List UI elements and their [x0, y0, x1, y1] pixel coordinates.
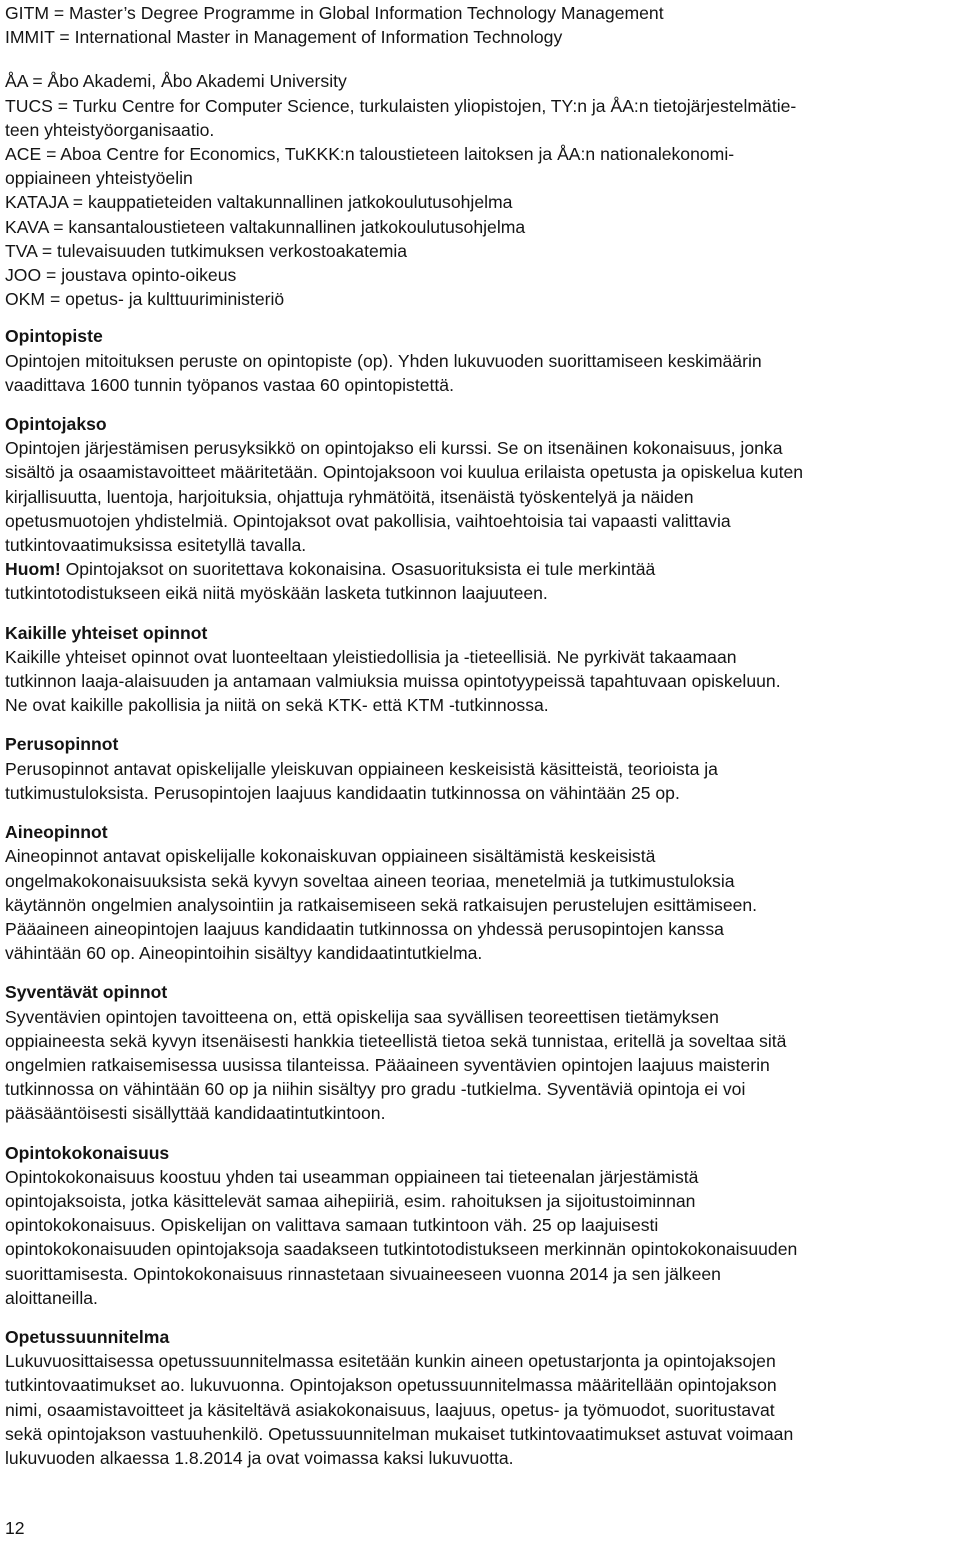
body-line: Perusopinnot antavat opiskelijalle yleiskuvan oppiaineen keskeisistä käsitteistä, teorioista ja	[5, 758, 718, 779]
body-line: tutkinnossa on vähintään 60 op ja niihin sisältyy pro gradu -tutkielma. Syventäviä opintoja ei voi	[5, 1079, 746, 1100]
note-line	[5, 557, 955, 581]
abbreviation-line: OKM = opetus- ja kulttuuriministeriö	[5, 289, 285, 310]
body-line: tutkintovaatimuksissa esitetyllä tavalla.	[5, 535, 307, 556]
body-line: ongelmakokonaisuuksista sekä kyvyn soveltaa aineen teoriaa, menetelmiä ja tutkimustuloksia	[5, 870, 735, 891]
body-line: Lukuvuosittaisessa opetussuunnitelmassa esitetään kunkin aineen opetustarjonta ja opintojaksojen	[5, 1351, 776, 1372]
section-heading: Perusopinnot	[5, 734, 119, 755]
body-line: Syventävien opintojen tavoitteena on, että opiskelija saa syvällisen teoreettisen tietämyksen	[5, 1006, 719, 1027]
section-kaikille-yhteiset	[5, 621, 955, 718]
body-line: käytännön ongelmien analysointiin ja ratkaisemiseen sekä ratkaisujen perustelujen esittämiseen.	[5, 894, 758, 915]
body-line: tutkimustuloksista. Perusopintojen laajuus kandidaatin tutkinnossa on vähintään 25 op.	[5, 782, 680, 803]
body-line: Opintojen mitoituksen peruste on opintopiste (op). Yhden lukuvuoden suorittamiseen keskimäärin	[5, 350, 762, 371]
section-opetussuunnitelma	[5, 1325, 955, 1470]
body-line: oppiaineesta sekä kyvyn itsenäisesti hankkia tieteellistä tietoa sekä tunnistaa, eritellä ja soveltaa sitä	[5, 1030, 787, 1051]
body-line: Kaikille yhteiset opinnot ovat luonteeltaan yleistiedollisia ja -tieteellisiä. Ne pyrkivät takaamaan	[5, 646, 737, 667]
body-line: opintokokonaisuuden opintojaksoja saadakseen tutkintotodistukseen merkinnän opintokokonaisuuden	[5, 1239, 798, 1260]
note-line: tutkintotodistukseen eikä niitä myöskään lasketa tutkinnon laajuuteen.	[5, 583, 548, 604]
section-heading: Aineopinnot	[5, 822, 108, 843]
body-line: sisältö ja osaamistavoitteet määritetään. Opintojaksoon voi kuulua erilaista opetusta ja opiskelua kuten	[5, 462, 804, 483]
abbreviation-line: ACE = Aboa Centre for Economics, TuKKK:n taloustieteen laitoksen ja ÅA:n nationalekonomi-	[5, 144, 735, 165]
abbreviation-line: IMMIT = International Master in Management of Information Technology	[5, 27, 563, 48]
body-line: aloittaneilla.	[5, 1287, 98, 1308]
abbreviation-line: GITM = Master’s Degree Programme in Global Information Technology Management	[5, 3, 664, 23]
body-line: nimi, osaamistavoitteet ja käsiteltävä asiakokonaisuus, laajuus, opetus- ja työmuodot, suoritustavat	[5, 1399, 775, 1420]
note-text: Opintojaksot on suoritettava kokonaisina. Osasuorituksista ei tule merkintää	[60, 559, 656, 580]
section-opintojakso	[5, 412, 955, 606]
body-line: opintokokonaisuus. Opiskelijan on valittava samaan tutkintoon väh. 25 op laajuisesti	[5, 1215, 659, 1236]
body-line: vähintään 60 op. Aineopintoihin sisältyy kandidaatintutkielma.	[5, 943, 483, 964]
body-line: opintojaksoista, jotka käsittelevät samaa aihepiiriä, esim. rahoituksen ja sijoitustoiminnan	[5, 1190, 696, 1211]
body-line: tutkintovaatimukset ao. lukuvuonna. Opintojakson opetussuunnitelmassa määritellään opintojakson	[5, 1375, 777, 1396]
section-heading: Opintokokonaisuus	[5, 1142, 170, 1163]
section-heading: Syventävät opinnot	[5, 982, 168, 1003]
body-line: Aineopinnot antavat opiskelijalle kokonaiskuvan oppiaineen sisältämistä keskeisistä	[5, 846, 656, 867]
body-line: lukuvuoden alkaessa 1.8.2014 ja ovat voimassa kaksi lukuvuotta.	[5, 1447, 514, 1468]
abbreviation-line: TUCS = Turku Centre for Computer Science, turkulaisten yliopistojen, TY:n ja ÅA:n tietojärjestelmätie-	[5, 95, 797, 116]
section-heading: Opetussuunnitelma	[5, 1326, 170, 1347]
body-line: Opintojen järjestämisen perusyksikkö on opintojakso eli kurssi. Se on itsenäinen kokonaisuus, jonka	[5, 438, 783, 459]
section-opintokokonaisuus	[5, 1141, 955, 1310]
body-line: suorittamisesta. Opintokokonaisuus rinnastetaan sivuaineeseen vuonna 2014 ja sen jälkeen	[5, 1263, 721, 1284]
abbreviation-line: teen yhteistyöorganisaatio.	[5, 119, 215, 140]
note-label: Huom!	[5, 559, 61, 580]
body-line: Pääaineen aineopintojen laajuus kandidaatin tutkinnossa on yhdessä perusopintojen kanssa	[5, 918, 724, 939]
abbreviations-main	[5, 69, 955, 311]
abbreviation-line: oppiaineen yhteistyöelin	[5, 168, 193, 189]
document-page	[5, 0, 955, 1470]
abbreviation-line: JOO = joustava opinto-oikeus	[5, 265, 237, 286]
body-line: sekä opintojakson vastuuhenkilö. Opetussuunnitelman mukaiset tutkintovaatimukset astuvat voimaan	[5, 1423, 794, 1444]
abbreviations-top	[5, 0, 955, 49]
abbreviation-line: KAVA = kansantaloustieteen valtakunnallinen jatkokoulutusohjelma	[5, 216, 526, 237]
abbreviation-line: TVA = tulevaisuuden tutkimuksen verkostoakatemia	[5, 240, 408, 261]
body-line: opetusmuotojen yhdistelmiä. Opintojaksot ovat pakollisia, vaihtoehtoisia tai vapaasti valittavia	[5, 510, 731, 531]
section-syventavat	[5, 980, 955, 1125]
page-number: 12	[5, 1518, 25, 1538]
body-line: kirjallisuutta, luentoja, harjoituksia, ohjattuja ryhmätöitä, itsenäistä työskentelyä ja näiden	[5, 486, 694, 507]
spacer	[5, 49, 955, 69]
section-heading: Kaikille yhteiset opinnot	[5, 622, 208, 643]
section-aineopinnot	[5, 820, 955, 965]
body-line: pääsääntöisesti sisällyttää kandidaatintutkintoon.	[5, 1103, 386, 1124]
body-line: vaadittava 1600 tunnin työpanos vastaa 60 opintopistettä.	[5, 374, 454, 395]
abbreviation-line: KATAJA = kauppatieteiden valtakunnallinen jatkokoulutusohjelma	[5, 192, 513, 213]
abbreviation-line: ÅA = Åbo Akademi, Åbo Akademi University	[5, 71, 347, 92]
section-heading: Opintopiste	[5, 326, 103, 347]
body-line: tutkinnon laaja-alaisuuden ja antamaan valmiuksia muissa opintotyypeissä tapahtuvaan opiskeluun.	[5, 671, 781, 692]
section-opintopiste	[5, 324, 955, 397]
body-line: ongelmien ratkaisemisessa uusissa tilanteissa. Pääaineen syventävien opintojen laajuus maisterin	[5, 1054, 770, 1075]
section-perusopinnot	[5, 732, 955, 805]
body-line: Opintokokonaisuus koostuu yhden tai useamman oppiaineen tai tieteenalan järjestämistä	[5, 1166, 699, 1187]
section-heading: Opintojakso	[5, 414, 107, 435]
body-line: Ne ovat kaikille pakollisia ja niitä on sekä KTK- että KTM -tutkinnossa.	[5, 695, 549, 716]
